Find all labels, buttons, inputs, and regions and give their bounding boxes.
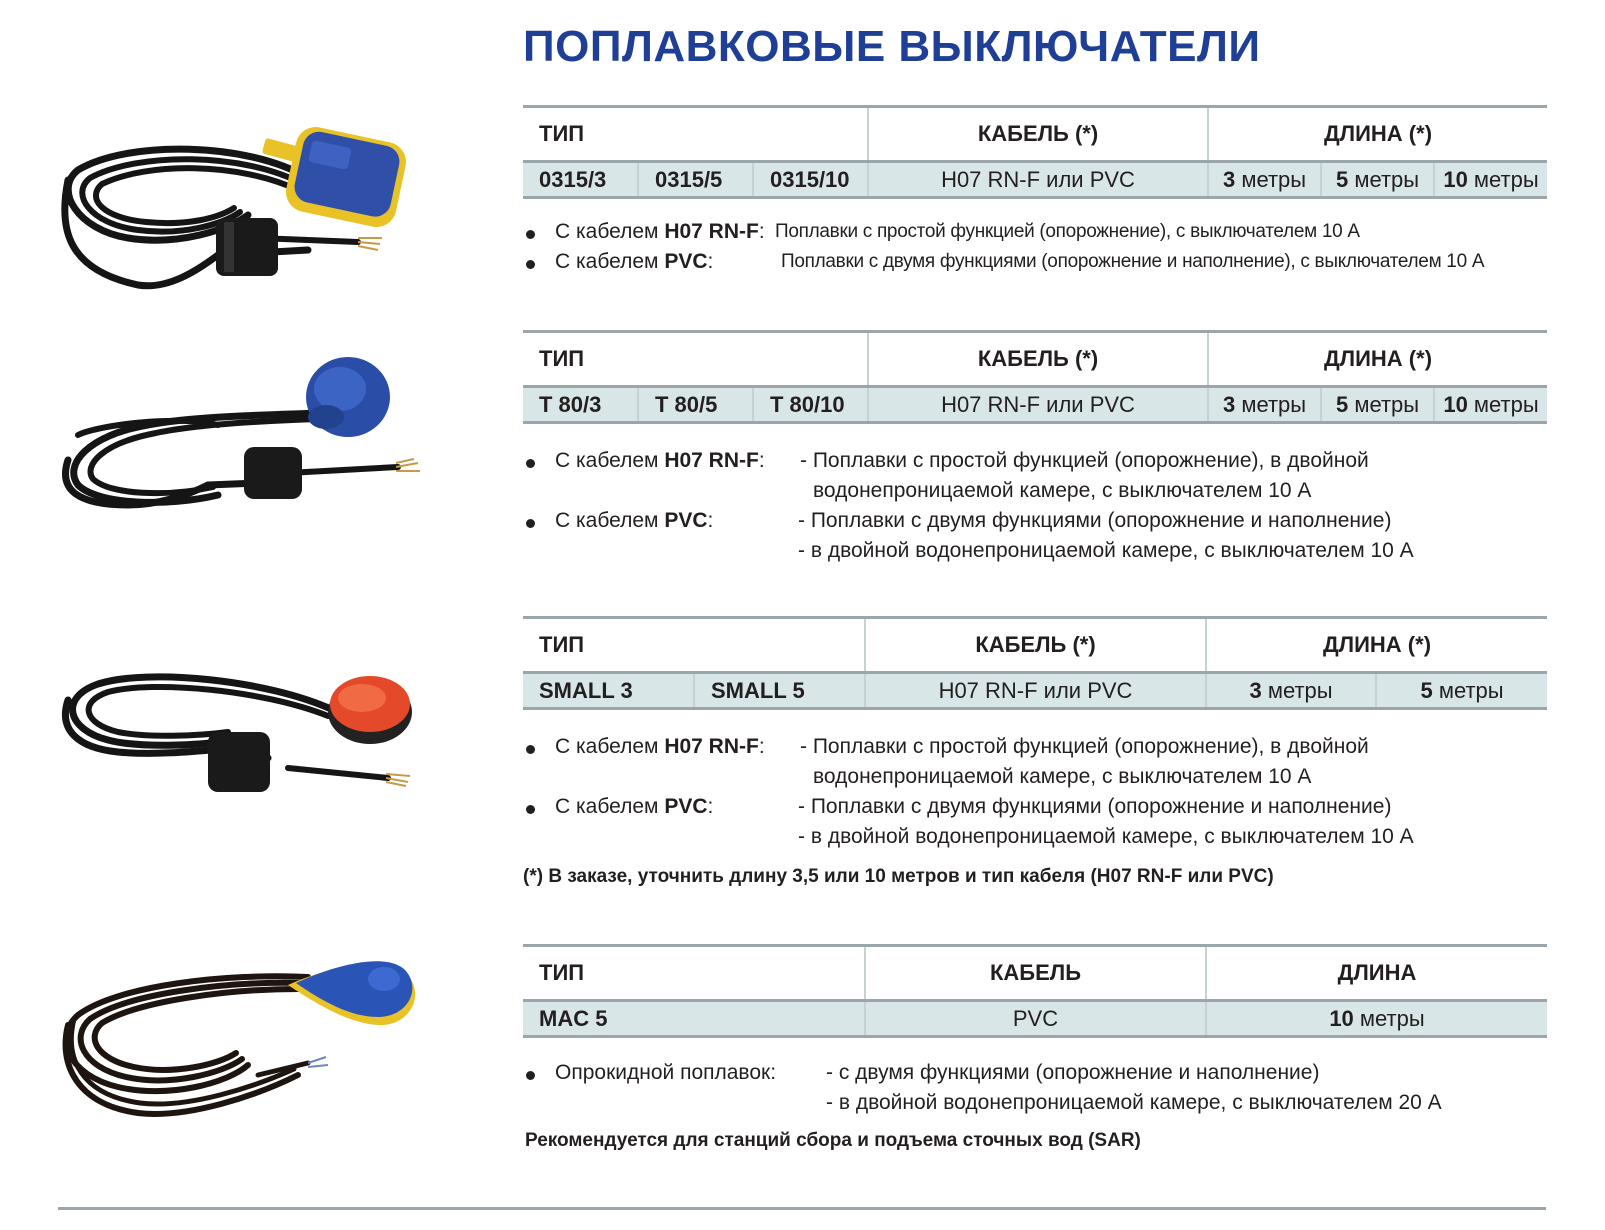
length-number: 5 (1335, 166, 1349, 192)
header-cable: КАБЕЛЬ (*) (865, 618, 1206, 673)
bullet-description: - с двумя функциями (опорожнение и наполнение) (826, 1061, 1320, 1084)
section-t80 (523, 330, 1547, 566)
length-number: 3 (1249, 677, 1262, 703)
bullet-label: С кабелем PVC: (555, 509, 714, 532)
bullet-label: С кабелем H07 RN-F: (555, 735, 765, 758)
cable-value: H07 RN-F или PVC (865, 673, 1206, 709)
bullet-icon (526, 745, 535, 754)
length-cell (1206, 673, 1376, 709)
section-small (523, 616, 1547, 852)
length-cell (1434, 162, 1547, 198)
spec-table (523, 616, 1547, 710)
length-number: 5 (1335, 391, 1349, 417)
model-cell: T 80/10 (753, 387, 868, 423)
model-cell: MAC 5 (523, 1001, 865, 1037)
spec-table (523, 105, 1547, 199)
bullet-label: С кабелем H07 RN-F: (555, 220, 765, 243)
cable-value: H07 RN-F или PVC (868, 387, 1208, 423)
length-number: 3 (1222, 391, 1236, 417)
length-unit: метры (1467, 391, 1539, 417)
order-note: (*) В заказе, уточнить длину 3,5 или 10 метров и тип кабеля (H07 RN-F или PVC) (523, 866, 1274, 887)
list-item (523, 247, 1547, 277)
float-switch-0315-image (58, 120, 418, 300)
length-unit: метры (1235, 166, 1307, 192)
model-cell: 0315/5 (638, 162, 753, 198)
bullet-label: С кабелем PVC: (555, 795, 714, 818)
header-cable: КАБЕЛЬ (*) (868, 107, 1208, 162)
length-number: 10 (1443, 166, 1468, 192)
bullet-label: С кабелем H07 RN-F: (555, 449, 765, 472)
bullet-description: Поплавки с простой функцией (опорожнение), с выключателем 10 А (775, 221, 1360, 242)
float-switch-small-image (58, 640, 438, 820)
header-type: ТИП (523, 332, 868, 387)
list-item (523, 732, 1547, 762)
length-cell (1206, 1001, 1547, 1037)
recommendation-note: Рекомендуется для станций сбора и подъема сточных вод (SAR) (525, 1130, 1141, 1151)
length-number: 5 (1420, 677, 1433, 703)
list-item-continuation (523, 476, 1547, 506)
header-length: ДЛИНА (*) (1208, 107, 1547, 162)
length-cell (1376, 673, 1547, 709)
length-number: 3 (1222, 166, 1236, 192)
bullet-description: - Поплавки с простой функцией (опорожнение), в двойной (800, 735, 1369, 758)
model-cell: 0315/3 (523, 162, 638, 198)
list-item (523, 506, 1547, 536)
header-length: ДЛИНА (*) (1206, 618, 1547, 673)
model-cell: 0315/10 (753, 162, 868, 198)
length-cell (1208, 387, 1321, 423)
length-cell (1321, 162, 1434, 198)
page-title: ПОПЛАВКОВЫЕ ВЫКЛЮЧАТЕЛИ (523, 22, 1261, 71)
length-cell (1208, 162, 1321, 198)
length-number: 10 (1329, 1005, 1354, 1031)
bullet-label: Опрокидной поплавок: (555, 1061, 777, 1084)
length-unit: метры (1432, 677, 1504, 703)
bullet-description: - Поплавки с простой функцией (опорожнение), в двойной (800, 449, 1369, 472)
header-type: ТИП (523, 946, 865, 1001)
header-cable: КАБЕЛЬ (865, 946, 1206, 1001)
description-list (523, 217, 1547, 277)
list-item-continuation (523, 762, 1547, 792)
bottom-divider (58, 1207, 1546, 1210)
length-unit: метры (1348, 391, 1420, 417)
bullet-icon (526, 260, 535, 269)
header-type: ТИП (523, 107, 868, 162)
spec-table (523, 330, 1547, 424)
header-type: ТИП (523, 618, 865, 673)
length-unit: метры (1467, 166, 1539, 192)
bullet-description: - в двойной водонепроницаемой камере, с выключателем 10 А (798, 825, 1414, 848)
bullet-description: - в двойной водонепроницаемой камере, с выключателем 20 А (826, 1091, 1442, 1114)
bullet-description: водонепроницаемой камере, с выключателем 10 А (813, 765, 1312, 788)
model-cell: T 80/3 (523, 387, 638, 423)
length-unit: метры (1353, 1005, 1425, 1031)
cable-value: PVC (865, 1001, 1206, 1037)
float-switch-t80-image (58, 355, 438, 530)
description-list (523, 1058, 1547, 1118)
float-switch-mac5-image (58, 955, 438, 1130)
length-cell (1321, 387, 1434, 423)
bullet-description: - в двойной водонепроницаемой камере, с выключателем 10 А (798, 539, 1414, 562)
description-list (523, 732, 1547, 852)
header-length: ДЛИНА (*) (1208, 332, 1547, 387)
length-unit: метры (1261, 677, 1333, 703)
bullet-label: С кабелем PVC: (555, 250, 714, 273)
bullet-description: Поплавки с двумя функциями (опорожнение и наполнение), с выключателем 10 А (781, 251, 1485, 272)
model-cell: SMALL 5 (694, 673, 865, 709)
description-list (523, 446, 1547, 566)
list-item (523, 792, 1547, 822)
cable-value: H07 RN-F или PVC (868, 162, 1208, 198)
list-item (523, 446, 1547, 476)
bullet-icon (526, 1071, 535, 1080)
bullet-description: - Поплавки с двумя функциями (опорожнение и наполнение) (798, 795, 1392, 818)
bullet-icon (526, 519, 535, 528)
model-cell: T 80/5 (638, 387, 753, 423)
length-unit: метры (1235, 391, 1307, 417)
length-number: 10 (1443, 391, 1468, 417)
length-cell (1434, 387, 1547, 423)
header-length: ДЛИНА (1206, 946, 1547, 1001)
list-item-continuation (523, 536, 1547, 566)
list-item (523, 1058, 1547, 1088)
model-cell: SMALL 3 (523, 673, 694, 709)
section-mac5 (523, 944, 1547, 1118)
bullet-icon (526, 230, 535, 239)
bullet-description: - Поплавки с двумя функциями (опорожнение и наполнение) (798, 509, 1392, 532)
spec-table (523, 944, 1547, 1038)
list-item-continuation (523, 822, 1547, 852)
list-item (523, 217, 1547, 247)
section-0315 (523, 105, 1547, 277)
length-unit: метры (1348, 166, 1420, 192)
bullet-icon (526, 459, 535, 468)
bullet-description: водонепроницаемой камере, с выключателем 10 А (813, 479, 1312, 502)
header-cable: КАБЕЛЬ (*) (868, 332, 1208, 387)
bullet-icon (526, 805, 535, 814)
list-item-continuation (523, 1088, 1547, 1118)
